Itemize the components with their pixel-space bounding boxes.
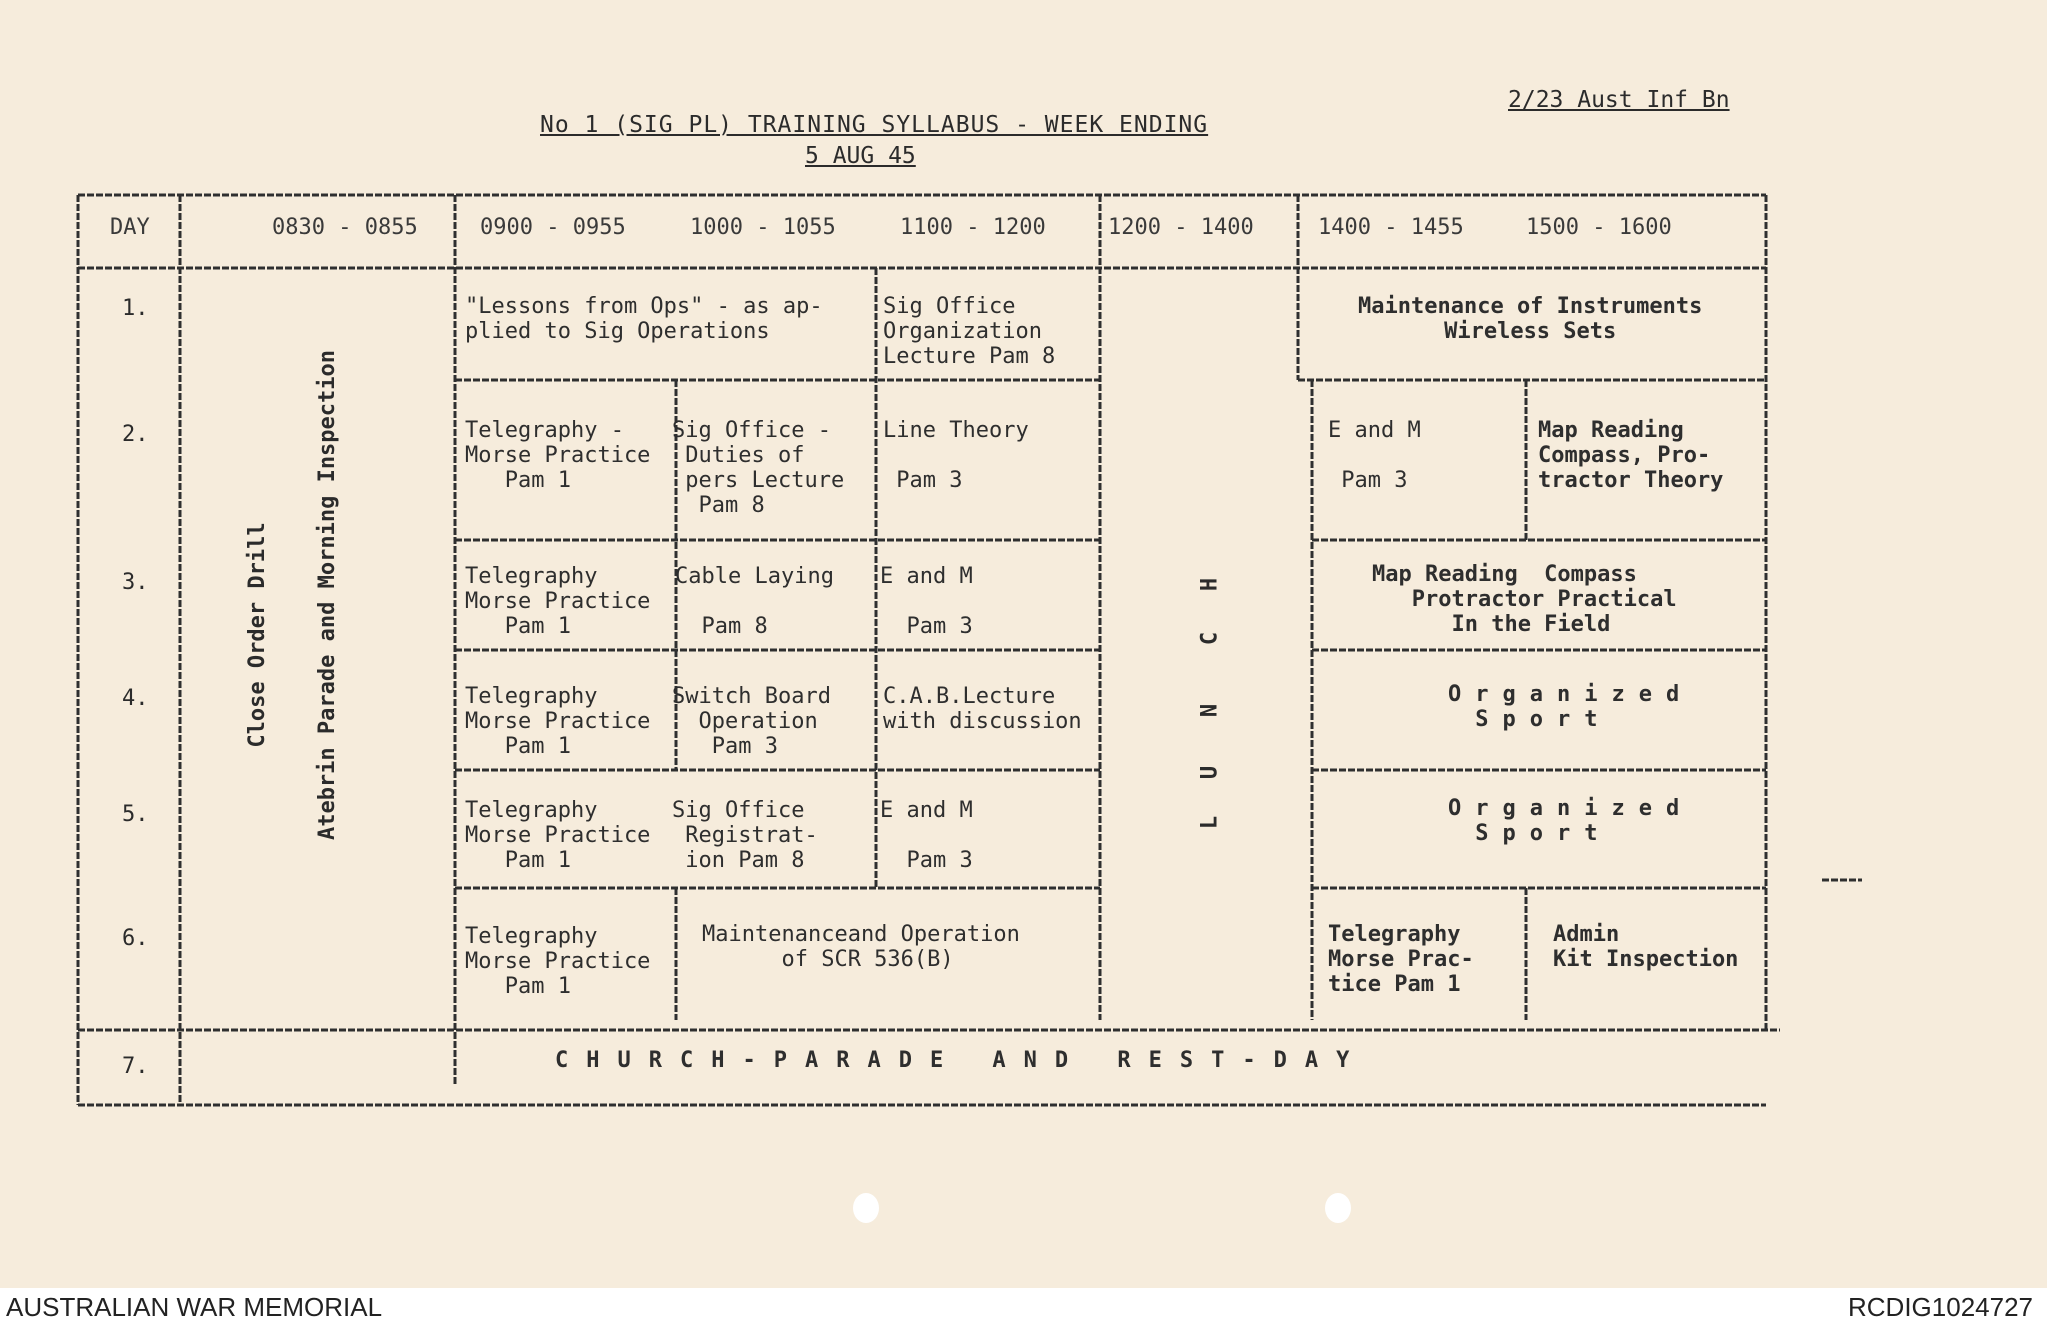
cell-d5-0900: Telegraphy Morse Practice Pam 1 <box>465 798 651 873</box>
header-1000: 1000 - 1055 <box>690 215 836 240</box>
lunch-letter: H <box>1197 577 1223 592</box>
cell-d4-1100: C.A.B.Lecture with discussion <box>883 684 1082 734</box>
header-1500: 1500 - 1600 <box>1526 215 1672 240</box>
cell-d2-0900: Telegraphy - Morse Practice Pam 1 <box>465 418 651 493</box>
punch-hole-left <box>853 1193 879 1223</box>
cell-d6-1500: Admin Kit Inspection <box>1553 922 1739 972</box>
cell-d5-1400: Organized Sport <box>1448 796 1694 846</box>
header-day: DAY <box>110 215 150 240</box>
cell-d4-1000: Switch Board Operation Pam 3 <box>672 684 831 759</box>
morning-parade-label: Atebrin Parade and Morning Inspection <box>315 349 340 841</box>
close-order-drill-label: Close Order Drill <box>245 522 270 748</box>
cell-d4-0900: Telegraphy Morse Practice Pam 1 <box>465 684 651 759</box>
cell-d2-1500: Map Reading Compass, Pro- tractor Theory <box>1538 418 1724 493</box>
lunch-letter: L <box>1197 815 1223 830</box>
lunch-letter: N <box>1197 703 1223 718</box>
cell-d1-1100: Sig Office Organization Lecture Pam 8 <box>883 294 1056 369</box>
document-subtitle: 5 AUG 45 <box>805 143 916 169</box>
cell-d3-1400: Map Reading Compass Protractor Practical In the Field <box>1372 562 1677 637</box>
day-7: 7. <box>122 1054 149 1079</box>
archive-name: AUSTRALIAN WAR MEMORIAL <box>6 1292 383 1322</box>
unit-heading: 2/23 Aust Inf Bn <box>1508 87 1730 113</box>
day-5: 5. <box>122 802 149 827</box>
cell-d7: CHURCH-PARADE AND REST-DAY <box>555 1048 1368 1073</box>
lunch-letter: U <box>1197 765 1223 780</box>
header-0900: 0900 - 0955 <box>480 215 626 240</box>
header-1400: 1400 - 1455 <box>1318 215 1464 240</box>
day-6: 6. <box>122 926 149 951</box>
day-1: 1. <box>122 296 149 321</box>
cell-d5-1100: E and M Pam 3 <box>880 798 973 873</box>
lunch-letter: C <box>1197 631 1223 646</box>
cell-d4-1400: Organized Sport <box>1448 682 1694 732</box>
cell-d3-1000: Cable Laying Pam 8 <box>675 564 834 639</box>
cell-d2-1400: E and M Pam 3 <box>1328 418 1421 493</box>
header-1100: 1100 - 1200 <box>900 215 1046 240</box>
archive-footer <box>0 1288 2047 1326</box>
cell-d5-1000: Sig Office Registrat- ion Pam 8 <box>672 798 818 873</box>
cell-d2-1000: Sig Office - Duties of pers Lecture Pam 8 <box>672 418 845 518</box>
day-4: 4. <box>122 686 149 711</box>
cell-d6-0900: Telegraphy Morse Practice Pam 1 <box>465 924 651 999</box>
cell-d2-1100: Line Theory Pam 3 <box>883 418 1029 493</box>
punch-hole-right <box>1325 1193 1351 1223</box>
document-title: No 1 (SIG PL) TRAINING SYLLABUS - WEEK ENDING <box>540 112 1209 138</box>
day-3: 3. <box>122 570 149 595</box>
cell-d6-1400: Telegraphy Morse Prac- tice Pam 1 <box>1328 922 1474 997</box>
cell-d3-1100: E and M Pam 3 <box>880 564 973 639</box>
archive-id: RCDIG1024727 <box>1848 1292 2033 1322</box>
cell-d1-0900: "Lessons from Ops" - as ap- plied to Sig Operations <box>465 294 823 344</box>
cell-d6-1000: Maintenanceand Operation of SCR 536(B) <box>702 922 1020 972</box>
day-2: 2. <box>122 422 149 447</box>
cell-d3-0900: Telegraphy Morse Practice Pam 1 <box>465 564 651 639</box>
header-0830: 0830 - 0855 <box>272 215 418 240</box>
cell-d1-1400: Maintenance of Instruments Wireless Sets <box>1358 294 1703 344</box>
header-1200: 1200 - 1400 <box>1108 215 1254 240</box>
